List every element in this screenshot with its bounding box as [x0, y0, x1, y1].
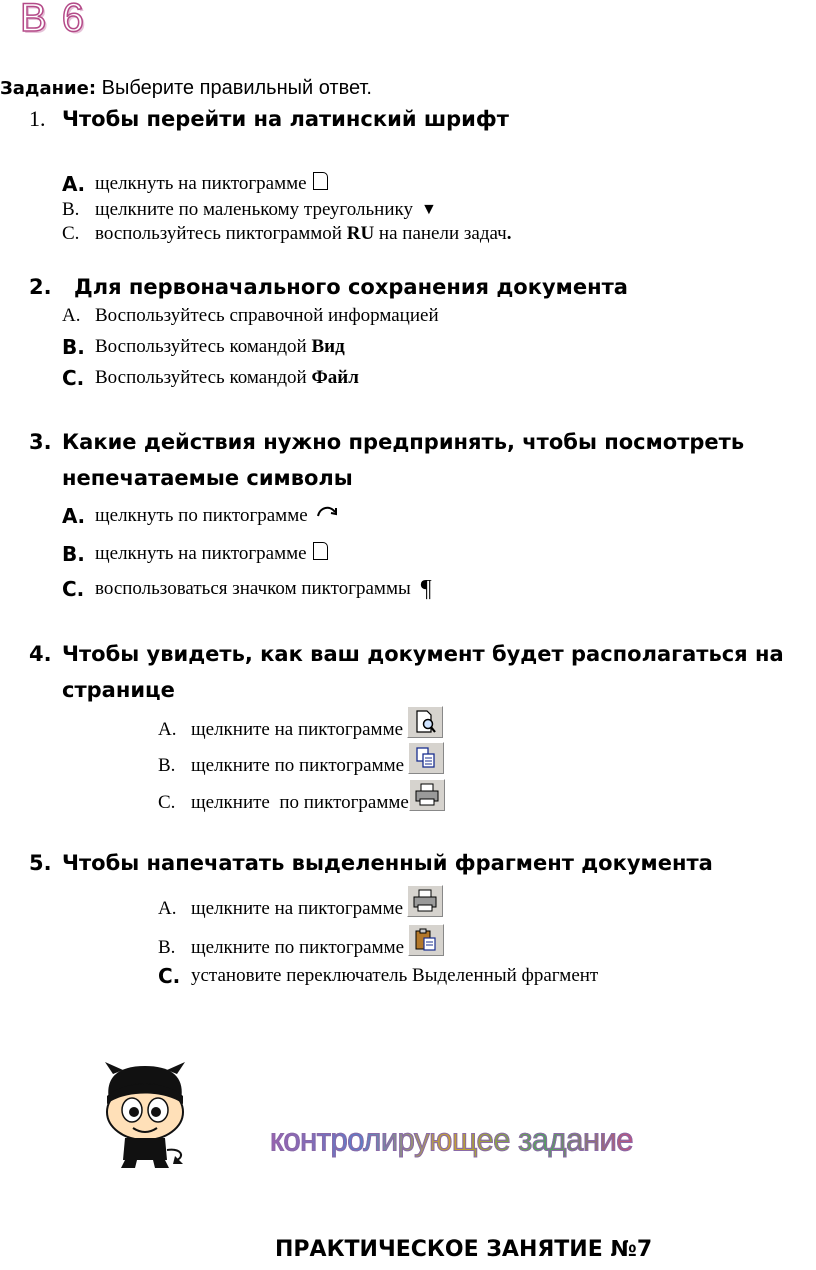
- devil-mascot-image: [95, 1060, 195, 1175]
- question-number: 3.: [29, 430, 52, 454]
- option-text: щелкнуть на пиктограмме: [95, 543, 307, 564]
- question-title: Чтобы перейти на латинский шрифт: [62, 107, 509, 131]
- document-icon: [313, 542, 328, 560]
- option-text: Воспользуйтесь командой: [95, 336, 312, 357]
- option-letter: С.: [62, 366, 85, 390]
- option-text: воспользуйтесь пиктограммой: [95, 223, 347, 244]
- option-4c: [158, 787, 445, 819]
- option-text: Воспользуйтесь командой: [95, 367, 312, 388]
- option-4b: [158, 750, 444, 782]
- question-2: [29, 269, 789, 305]
- practical-lesson-title: ПРАКТИЧЕСКОЕ ЗАНЯТИЕ №7: [275, 1237, 653, 1262]
- option-3c: [62, 577, 432, 601]
- option-letter: А.: [158, 898, 177, 919]
- question-3: [29, 424, 789, 496]
- option-text: щелкните по пиктограмме: [191, 792, 409, 813]
- option-letter: А.: [62, 504, 86, 528]
- option-text: щелкнуть на пиктограмме: [95, 173, 307, 194]
- option-3b: [62, 542, 328, 566]
- option-1a: [62, 172, 328, 196]
- option-2c: [62, 366, 359, 390]
- option-letter: В.: [158, 937, 176, 958]
- question-title: Какие действия нужно предпринять, чтобы посмотреть непечатаемые символы: [62, 430, 745, 490]
- option-1b: [62, 198, 437, 222]
- question-1: [29, 101, 789, 137]
- option-letter: С.: [158, 964, 181, 988]
- section-logo: В 6: [20, 0, 87, 40]
- option-end: .: [506, 223, 512, 244]
- question-title: Чтобы увидеть, как ваш документ будет располагаться на странице: [62, 642, 784, 702]
- option-text: щелкните по пиктограмме: [191, 937, 405, 958]
- print-preview-icon: [407, 706, 443, 738]
- option-text: установите переключатель Выделенный фрагмент: [191, 965, 599, 986]
- option-5b: [158, 932, 444, 964]
- option-bold: Файл: [311, 367, 359, 388]
- option-letter: В.: [62, 199, 80, 220]
- option-text: щелкните на пиктограмме: [191, 898, 404, 919]
- option-bold: Вид: [311, 336, 345, 357]
- option-letter: С.: [62, 223, 80, 244]
- task-line: [0, 77, 372, 100]
- option-text: щелкните по маленькому треугольнику: [95, 199, 413, 220]
- option-letter: А.: [62, 305, 81, 326]
- option-letter: В.: [62, 542, 85, 566]
- question-title: Для первоначального сохранения документа: [74, 275, 628, 299]
- question-number: 5.: [29, 851, 52, 875]
- option-letter: В.: [158, 755, 176, 776]
- option-letter: С.: [158, 792, 176, 813]
- option-3a: [62, 504, 338, 528]
- option-text: воспользоваться значком пиктограммы: [95, 578, 411, 599]
- option-1c: [62, 222, 511, 246]
- option-4a: [158, 714, 443, 746]
- printer-icon: [407, 885, 443, 917]
- option-bold: RU: [346, 223, 375, 244]
- option-letter: А.: [158, 719, 177, 740]
- question-5: [29, 845, 789, 881]
- task-text: Выберите правильный ответ.: [96, 77, 372, 99]
- question-number: 1.: [29, 106, 46, 131]
- paste-icon: [408, 924, 444, 956]
- control-task-banner: контролирующее задание: [270, 1121, 634, 1158]
- option-2a: [62, 304, 439, 328]
- option-text-after: на панели задач: [374, 223, 507, 244]
- pilcrow-icon: ¶: [420, 576, 432, 602]
- redo-arrow-icon: [316, 501, 338, 525]
- option-5a: [158, 893, 443, 925]
- task-label: Задание:: [0, 78, 97, 99]
- option-text: щелкнуть по пиктограмме: [95, 505, 308, 526]
- copy-icon: [408, 742, 444, 774]
- question-title: Чтобы напечатать выделенный фрагмент документа: [62, 851, 713, 875]
- option-letter: В.: [62, 335, 85, 359]
- option-text: щелкните на пиктограмме: [191, 719, 404, 740]
- question-4: [29, 636, 789, 708]
- question-number: 4.: [29, 642, 52, 666]
- option-5c: [158, 964, 598, 988]
- option-text: щелкните по пиктограмме: [191, 755, 405, 776]
- option-text: Воспользуйтесь справочной информацией: [95, 305, 439, 326]
- option-letter: С.: [62, 577, 85, 601]
- option-letter: А.: [62, 172, 86, 196]
- option-2b: [62, 335, 345, 359]
- question-number: 2.: [29, 275, 52, 299]
- printer-icon: [409, 779, 445, 811]
- triangle-down-icon: ▼: [420, 201, 437, 218]
- document-icon: [313, 172, 328, 190]
